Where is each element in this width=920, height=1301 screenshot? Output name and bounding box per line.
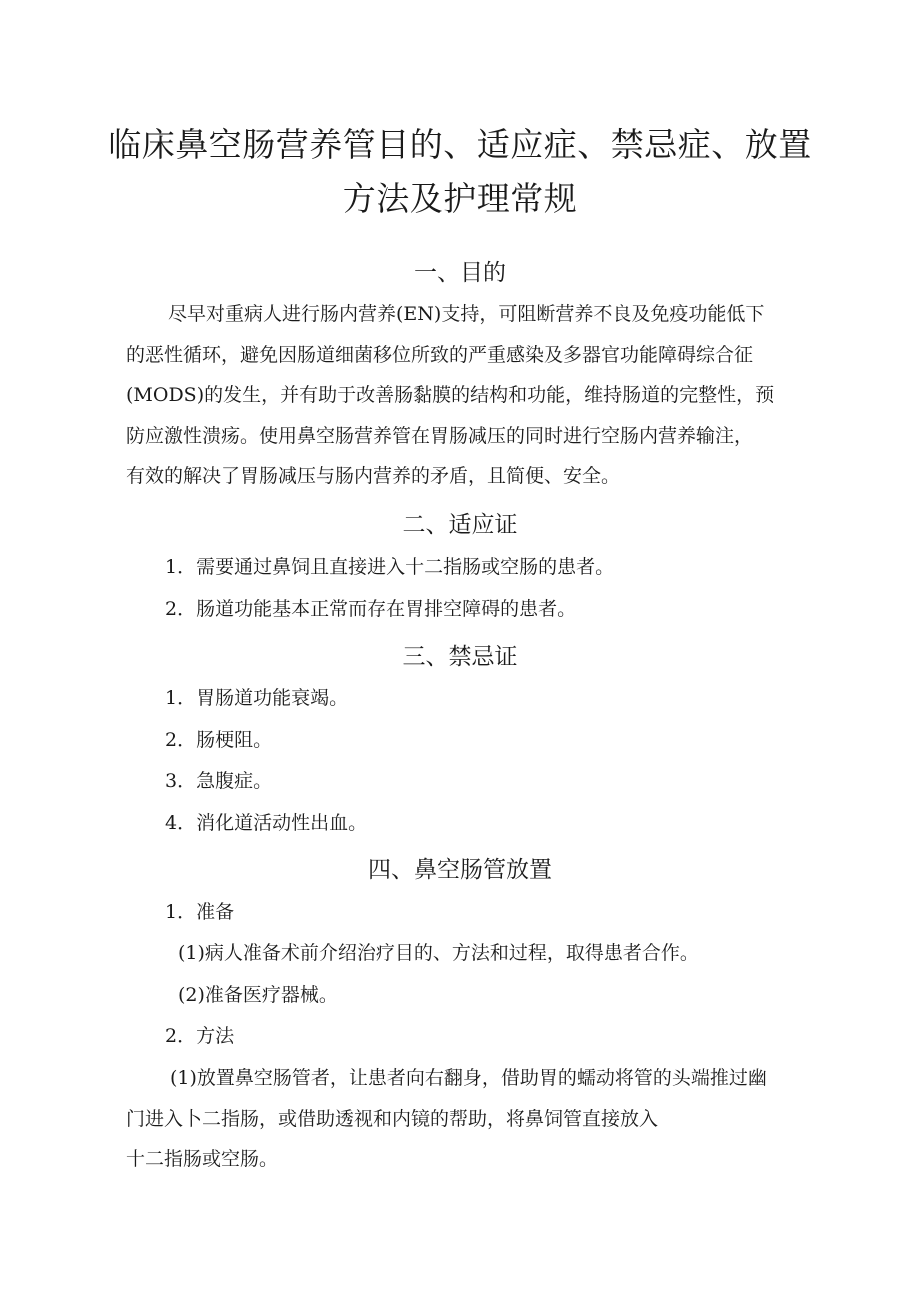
section-heading-indications: 二、适应证 <box>402 512 518 538</box>
section-heading-contraindications: 三、禁忌证 <box>402 644 518 670</box>
purpose-line-1: 尽早对重病人进行肠内营养(EN)支持，可阻断营养不良及免疫功能低下 <box>168 303 765 325</box>
purpose-line-5: 有效的解决了胃肠减压与肠内营养的矛盾，且简便、安全。 <box>126 465 621 487</box>
document-title: 临床鼻空肠营养管目的、适应症、禁忌症、放置方法及护理常规 <box>108 125 812 218</box>
contraindication-item-2: 2．肠梗阻。 <box>165 729 273 751</box>
contraindication-item-3: 3．急腹症。 <box>165 770 273 792</box>
purpose-line-4: 防应激性溃疡。使用鼻空肠营养管在胃肠减压的同时进行空肠内营养输注， <box>126 424 754 447</box>
contraindication-item-4: 4．消化道活动性出血。 <box>165 812 368 834</box>
indication-item-2: 2．肠道功能基本正常而存在胃排空障碍的患者。 <box>165 598 577 620</box>
purpose-line-2: 的恶性循环，避免因肠道细菌移位所致的严重感染及多器官功能障碍综合征 <box>126 343 754 366</box>
method-line-1: (1)放置鼻空肠管者，让患者向右翻身，借助胃的蠕动将管的头端推过幽 <box>170 1067 767 1089</box>
placement-prep-label: 1．准备 <box>165 901 235 923</box>
purpose-paragraph <box>126 294 798 497</box>
purpose-line-3: (MODS)的发生，并有助于改善肠黏膜的结构和功能，维持肠道的完整性，预 <box>126 384 775 406</box>
placement-prep-item-1: (1)病人准备术前介绍治疗目的、方法和过程，取得患者合作。 <box>178 942 699 964</box>
method-line-3: 十二指肠或空肠。 <box>126 1148 279 1170</box>
method-line-2: 门进入卜二指肠，或借助透视和内镜的帮助，将鼻饲管直接放入 <box>126 1107 659 1130</box>
section-heading-purpose: 一、目的 <box>414 260 506 286</box>
placement-method-paragraph <box>126 1058 798 1180</box>
placement-prep-item-2: (2)准备医疗器械。 <box>178 984 338 1006</box>
contraindication-item-1: 1．胃肠道功能衰竭。 <box>165 687 349 709</box>
placement-method-label: 2．方法 <box>165 1025 235 1047</box>
indication-item-1: 1．需要通过鼻饲且直接进入十二指肠或空肠的患者。 <box>165 556 615 578</box>
section-heading-placement: 四、鼻空肠管放置 <box>368 857 552 883</box>
